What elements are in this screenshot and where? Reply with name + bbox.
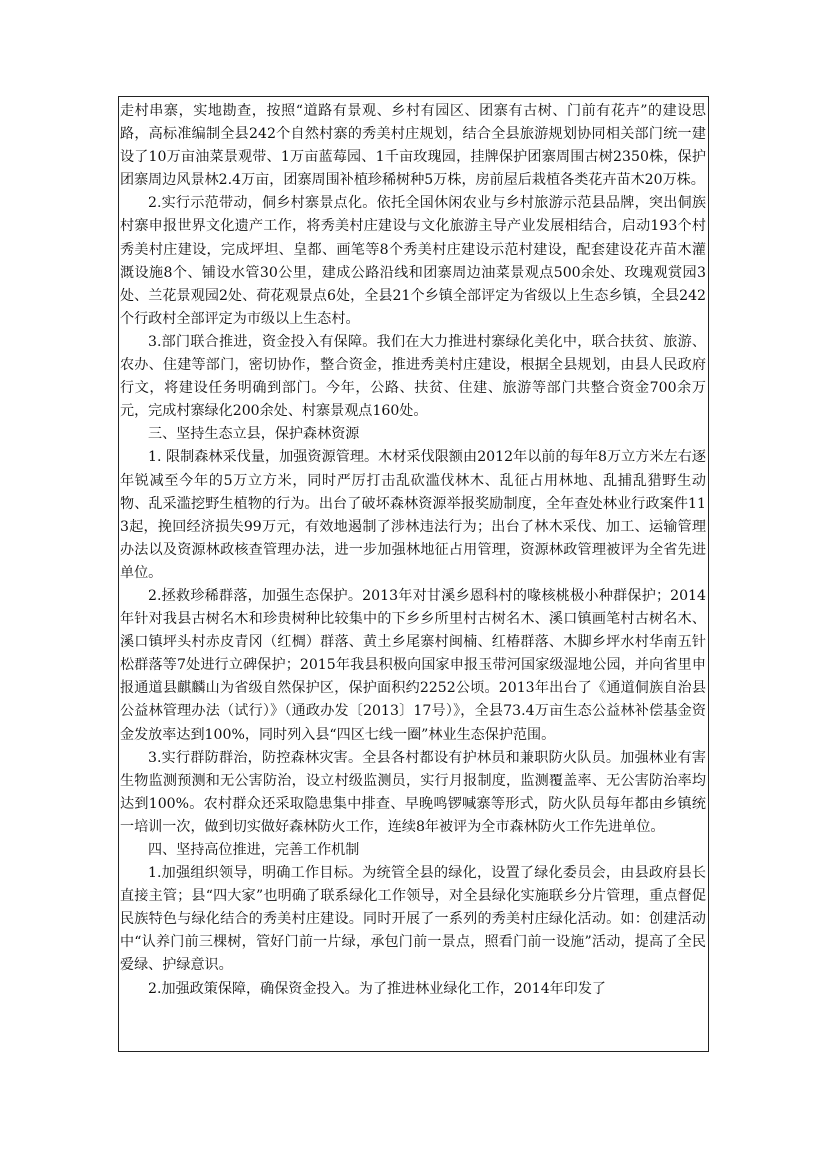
section-heading-forest-protection: 三、坚持生态立县，保护森林资源 (148, 426, 360, 443)
paragraph-fire-prevention: 3.实行群防群治，防控森林灾害。全县各村都设有护林员和兼职防火队员。加强林业有害生物监测预测和无公害防治，设立村级监测员，实行月报制度，监测覆盖率、无公害防治率均达到100%。农村群众还采取隐患集中排查、早晚鸣锣喊寨等形式，防火队员每年都由乡镇统一培训一次，做到切实做好森林防火工作，连续8年被评为全市森林防火工作先进单位。 (120, 749, 706, 835)
paragraph-policy-funding: 2.加强政策保障，确保资金投入。为了推进林业绿化工作，2014年印发了 (148, 980, 607, 997)
paragraph-logging-limits: 1. 限制森林采伐量，加强资源管理。木材采伐限额由2012年以前的每年8万立方米左右逐年锐减至今年的5万立方米，同时严厉打击乱砍滥伐林木、乱征占用林地、乱捕乱猎野生动物、乱采滥挖野生植物的行为。出台了破坏森林资源举报奖励制度，全年查处林业行政案件113起，挽回经济损失99万元，有效地遏制了涉林违法行为；出台了林木采伐、加工、运输管理办法以及资源林政核查管理办法，进一步加强林地征占用管理，资源林政管理被评为全省先进单位。 (120, 449, 706, 581)
document-body (120, 100, 706, 1001)
section-heading-work-mechanism: 四、坚持高位推进，完善工作机制 (148, 842, 360, 858)
paragraph-rare-species: 2.拯救珍稀群落，加强生态保护。2013年对甘溪乡恩科村的喙核桃极小种群保护；2014年针对我县古树名木和珍贵树种比较集中的下乡乡所里村古树名木、溪口镇画笔村古树名木、溪口镇坪头村赤皮青冈（红椆）群落、黄土乡尾寨村闽楠、红椿群落、木脚乡坪水村华南五针松群落等7处进行立碑保护；2015年我县积极向国家申报玉带河国家级湿地公园，并向省里申报通道县麒麟山为省级自然保护区，保护面积约2252公顷。2013年出台了《通道侗族自治县公益林管理办法（试行）》（通政办发〔2013〕17号）》，全县73.4万亩生态公益林补偿基金资金发放率达到100%，同时列入县“四区七线一圈”林业生态保护范围。 (120, 587, 706, 743)
paragraph-department-cooperation: 3.部门联合推进，资金投入有保障。我们在大力推进村寨绿化美化中，联合扶贫、旅游、农办、住建等部门，密切协作，整合资金，推进秀美村庄建设，根据全县规划，由县人民政府行文，将建设任务明确到部门。今年，公路、扶贫、住建、旅游等部门共整合资金700余万元，完成村寨绿化200余处、村寨景观点160处。 (120, 333, 706, 420)
paragraph-village-planning: 走村串寨，实地勘查，按照“道路有景观、乡村有园区、团寨有古树、门前有花卉”的建设思路，高标准编制全县242个自然村寨的秀美村庄规划，结合全县旅游规划协同相关部门统一建设了10万亩油菜景观带、1万亩蓝莓园、1千亩玫瑰园，挂牌保护团寨周围古树2350株，保护团寨周边风景林2.4万亩，团寨周围补植珍稀树种5万株，房前屋后栽植各类花卉苗木20万株。 (120, 103, 706, 189)
paragraph-demonstration-villages: 2.实行示范带动，侗乡村寨景点化。依托全国休闲农业与乡村旅游示范县品牌，突出侗族村寨申报世界文化遗产工作，将秀美村庄建设与文化旅游主导产业发展相结合，启动193个村秀美村庄建设，完成坪坦、皇都、画笔等8个秀美村庄建设示范村建设，配套建设花卉苗木灌溉设施8个、铺设水管30公里，建成公路沿线和团寨周边油菜景观点500余处、玫瑰观赏园3处、兰花景观园2处、荷花观景点6处，全县21个乡镇全部评定为省级以上生态乡镇，全县242个行政村全部评定为市级以上生态村。 (120, 195, 706, 327)
paragraph-organization-leadership: 1.加强组织领导，明确工作目标。为统管全县的绿化，设置了绿化委员会，由县政府县长直接主管；县“四大家”也明确了联系绿化工作领导，对全县绿化实施联乡分片管理，重点督促民族特色与绿化结合的秀美村庄建设。同时开展了一系列的秀美村庄绿化活动。如：创建活动中“认养门前三棵树，管好门前一片绿，承包门前一景点，照看门前一设施”活动，提高了全民爱绿、护绿意识。 (120, 865, 706, 974)
